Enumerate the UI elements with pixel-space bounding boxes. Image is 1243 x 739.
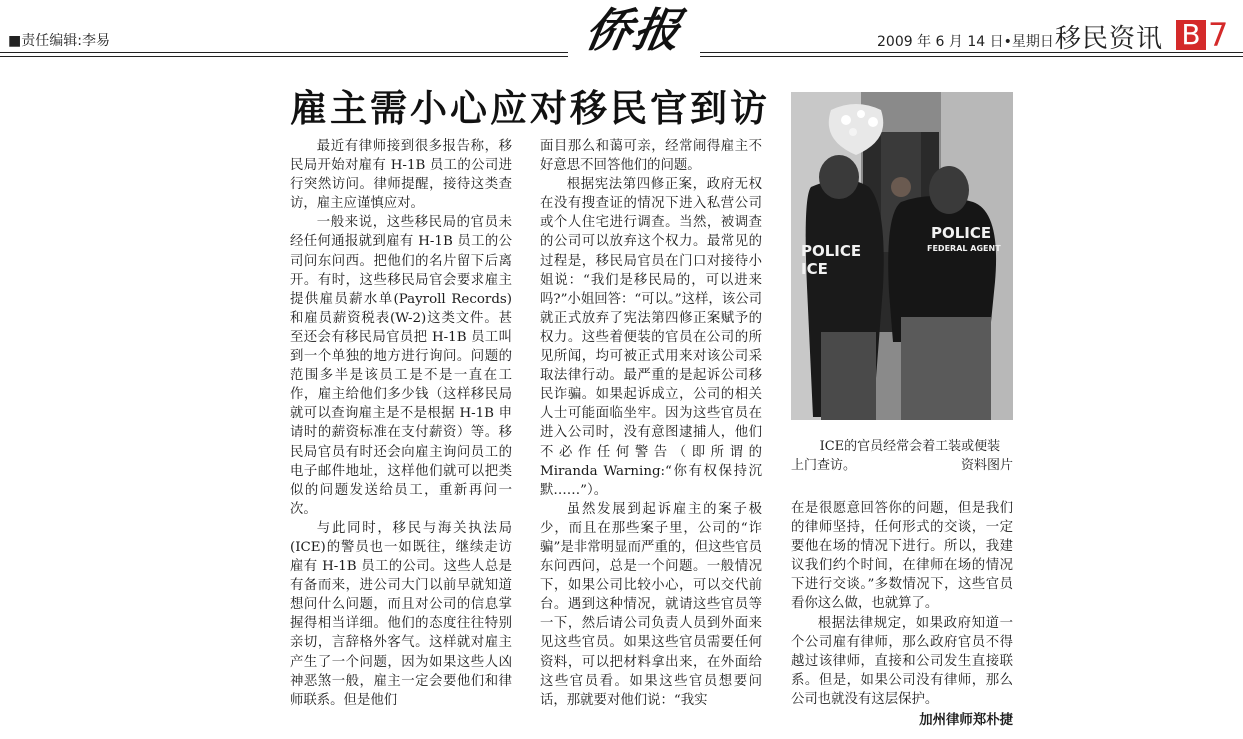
jacket-label-left: POLICE ICE	[801, 242, 862, 278]
paragraph: 在是很愿意回答你的问题，但是我们的律师坚持，任何形式的交谈，一定要他在场的情况下进行。所以，我建议我们约个时间，在律师在场的情况下进行交谈。”多数情况下，这些官员看你这么做，也就算了。	[791, 501, 1013, 612]
article-column-2	[540, 137, 762, 737]
paragraph: 与此同时，移民与海关执法局(ICE)的警员也一如既往，继续走访雇有 H-1B 员工的公司。这些人总是有备而来，进公司大门以前早就知道想问什么问题，而且对公司的信息掌握得相当详细。他们的态度往往特别亲切，言辞格外客气。这样就对雇主产生了一个问题，因为如果这些人凶神恶煞一般，雇主一定会要他们和律师联系。但是他们	[290, 520, 512, 708]
page-number: 7	[1208, 16, 1229, 54]
paragraph: 一般来说，这些移民局的官员未经任何通报就到雇有 H-1B 员工的公司问东问西。把他们的名片留下后离开。有时，这些移民局官会要求雇主提供雇员薪水单(Payroll Records)和雇员薪资税表(W-2)这类文件。甚至还会有移民局官员把 H-1B 员工叫到一个单独的地方进行询问。问题的范围多半是该员工是不是一直在工作，雇主给他们多少钱（这样移民局就可以查询雇主是不是根据 H-1B 申请时的薪资标准在支付薪资）等。移民局官员有时还会向雇主询问员工的电子邮件地址，这样他们就可以把类似的问题发送给员工，重新再问一次。	[290, 215, 512, 517]
jacket-label-right-sub: FEDERAL AGENT	[927, 244, 1001, 253]
paragraph: 根据宪法第四修正案，政府无权在没有搜查证的情况下进入私营公司或个人住宅进行调查。当然，被调查的公司可以放弃这个权力。最常见的过程是，移民局官员在门口对接待小姐说：“我们是移民局的，可以进来吗?”小姐回答：“可以。”这样，该公司就正式放弃了宪法第四修正案赋予的权力。这些着便装的官员在公司的所见所闻，均可被正式用来对该公司采取法律行动。最严重的是起诉公司移民诈骗。如果起诉成立，公司的相关人士可能面临坐牢。因为这些官员在进入公司时，没有意图逮捕人，他们不必作任何警告（即所谓的 Miranda Warning:“你有权保持沉默……”）。	[540, 177, 762, 498]
section-title: 移民资讯	[1055, 24, 1164, 54]
editor-credit: ■责任编辑:李易	[8, 33, 110, 49]
issue-date: 2009 年 6 月 14 日•星期日	[877, 34, 1054, 50]
masthead-logo	[568, 0, 700, 62]
article-headline: 雇主需小心应对移民官到访	[290, 86, 770, 130]
paragraph: 虽然发展到起诉雇主的案子极少，而且在那些案子里，公司的“诈骗”是非常明显而严重的，但这些官员东问西问，总是一个问题。一般情况下，如果公司比较小心，可以交代前台。遇到这种情况，就请这些官员等一下，然后请公司负责人员到外面来见这些官员。如果这些官员需要任何资料，可以把材料拿出来，在外面给这些官员看。如果这些官员想要问话，那就要对他们说：“我实	[540, 501, 762, 708]
page-letter-badge: B	[1176, 20, 1206, 50]
article-column-3	[791, 499, 1013, 739]
masthead-text: 侨报	[581, 3, 687, 57]
paragraph: 根据法律规定，如果政府知道一个公司雇有律师，那么政府官员不得越过该律师，直接和公司发生直接联系。但是，如果公司没有律师，那么公司也就没有这层保护。	[791, 615, 1013, 707]
jacket-label-right: POLICE	[931, 224, 992, 242]
article-column-1	[290, 137, 512, 737]
photo-caption	[791, 437, 1013, 475]
photo-credit: 资料图片	[960, 458, 1013, 473]
page-header	[0, 0, 1243, 60]
paragraph: 最近有律师接到很多报告称，移民局开始对雇有 H-1B 员工的公司进行突然访问。律师提醒，接待这类查访，雇主应谨慎应对。	[290, 139, 512, 212]
caption-text: ICE的官员经常会着工装或便装上门查访。	[791, 439, 1001, 473]
article-photo	[791, 92, 1013, 420]
author-byline: 加州律师郑朴捷	[919, 712, 1013, 729]
paragraph: 面目那么和蔼可亲，经常闹得雇主不好意思不回答他们的问题。	[540, 139, 762, 174]
